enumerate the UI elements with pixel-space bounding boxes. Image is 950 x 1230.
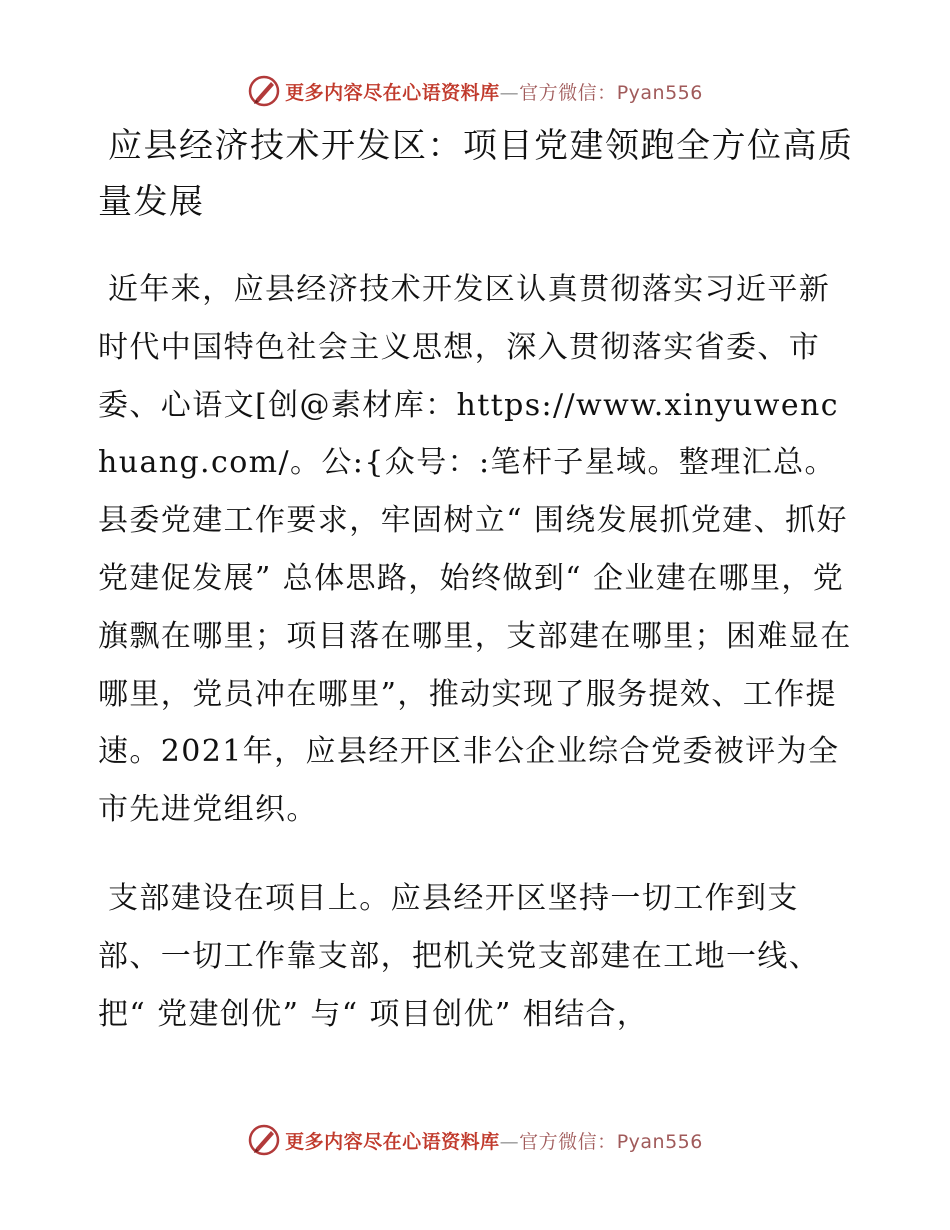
banner-wechat-id: Pyan556: [616, 81, 703, 104]
document-title: 应县经济技术开发区：项目党建领跑全方位高质量发展: [98, 126, 854, 222]
banner-tagline: 更多内容尽在心语资料库: [285, 1130, 500, 1153]
pen-logo-icon: [247, 74, 281, 108]
banner-tagline: 更多内容尽在心语资料库: [285, 81, 500, 104]
banner-dash: —: [499, 1130, 520, 1153]
pen-logo-icon: [247, 1123, 281, 1157]
paragraph-1: 近年来，应县经济技术开发区认真贯彻落实习近平新时代中国特色社会主义思想，深入贯彻落实省委、市委、心语文[创@素材库：https://www.xinyuwenchuang.com/。公:{众号：:笔杆子星域。整理汇总。县委党建工作要求，牢固树立“ 围绕发展抓党建、抓好党建促发展” 总体思路，始终做到“ 企业建在哪里，党旗飘在哪里；项目落在哪里，支部建在哪里；困难显在哪里，党员冲在哪里”，推动实现了服务提效、工作提速。2021年，应县经开区非公企业综合党委被评为全市先进党组织。: [98, 272, 852, 828]
footer-banner: [0, 1120, 950, 1160]
document-body: [98, 118, 858, 1043]
banner-wechat-label: 官方微信：: [519, 81, 617, 104]
banner-wechat-id: Pyan556: [616, 1130, 703, 1153]
paragraph-2: 支部建设在项目上。应县经开区坚持一切工作到支部、一切工作靠支部，把机关党支部建在工地一线、把“ 党建创优” 与“ 项目创优” 相结合，: [98, 880, 821, 1032]
banner-dash: —: [499, 81, 520, 104]
header-banner: [0, 71, 950, 111]
banner-wechat-label: 官方微信：: [519, 1130, 617, 1153]
